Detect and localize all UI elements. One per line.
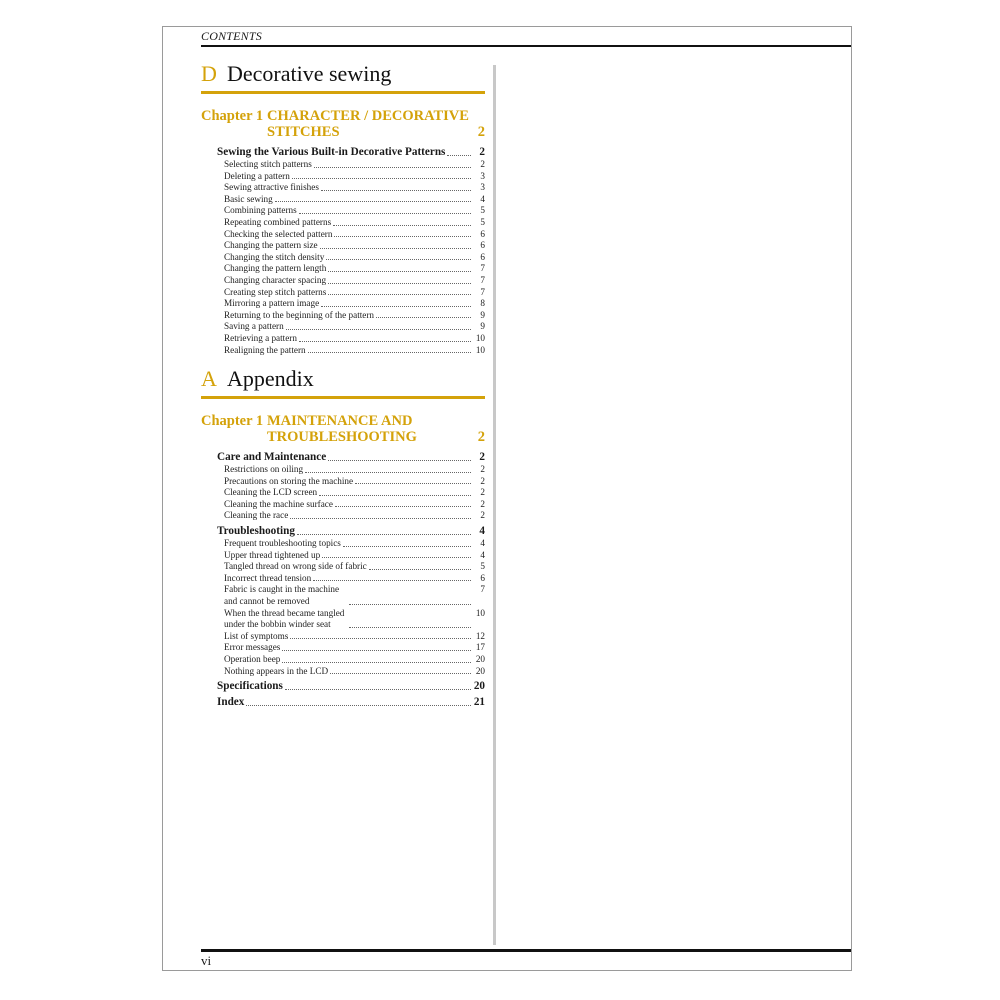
dot-leader: [286, 321, 471, 330]
toc-sub-entry[interactable]: [224, 510, 485, 522]
toc-entry-title: Sewing the Various Built-in Decorative Patterns: [217, 146, 446, 158]
toc-entry-title: Creating step stitch patterns: [224, 286, 327, 297]
toc-entry-title: Combining patterns: [224, 205, 297, 216]
toc-sub-entry[interactable]: [224, 476, 485, 488]
toc-entry-title: Operation beep: [224, 654, 281, 664]
toc-main-entry[interactable]: [217, 451, 485, 464]
toc-page-number: 2: [480, 464, 485, 475]
toc-sub-entry[interactable]: [224, 608, 485, 631]
toc-page-number: 2: [480, 510, 485, 521]
toc-page-number: 7: [480, 584, 485, 595]
toc-entry-title: Specifications: [217, 680, 283, 693]
dot-leader: [326, 252, 471, 261]
section-letter: D: [201, 61, 217, 86]
dot-leader: [320, 240, 471, 249]
toc-sub-entry[interactable]: [224, 310, 485, 322]
section-rule: [201, 91, 485, 94]
toc-entry-title: When the thread became tangled under the bobbin winder seat: [224, 607, 345, 630]
toc-page-number: 7: [480, 286, 485, 297]
toc-entry-title: Error messages: [224, 642, 281, 653]
toc-page-number: 3: [480, 170, 485, 181]
toc-entry-title: Cleaning the LCD screen: [224, 487, 318, 498]
dot-leader: [282, 642, 471, 651]
toc-entry-title: Index: [217, 696, 245, 709]
dot-leader: [297, 525, 471, 535]
footer-rule: [201, 949, 851, 952]
dot-leader: [299, 205, 471, 214]
toc-page-number: 20: [473, 680, 485, 693]
toc-main-entry[interactable]: [217, 525, 485, 538]
dot-leader: [290, 631, 471, 640]
dot-leader: [343, 538, 471, 547]
toc-page-number: 2: [480, 498, 485, 509]
dot-leader: [305, 464, 471, 473]
toc-entry-title: Tangled thread on wrong side of fabric: [224, 561, 367, 572]
toc-entry-title: Cleaning the race: [224, 510, 289, 521]
toc-entry-title: Care and Maintenance: [217, 451, 327, 464]
toc-sub-entry[interactable]: [224, 654, 485, 666]
dot-leader: [246, 696, 471, 706]
toc-sub-entry[interactable]: [224, 550, 485, 562]
running-header: CONTENTS: [201, 29, 262, 43]
dot-leader: [328, 275, 471, 284]
toc-page-number: 6: [480, 240, 485, 251]
toc-entry-title: List of symptoms: [224, 630, 289, 641]
dot-leader: [376, 310, 471, 319]
toc-sub-entry[interactable]: [224, 584, 485, 607]
table-of-contents: [201, 57, 485, 709]
section-rule: [201, 396, 485, 399]
toc-page-number: 9: [480, 321, 485, 332]
toc-page-number: 2: [480, 159, 485, 169]
section-heading: [201, 57, 485, 91]
toc-page-number: 6: [480, 572, 485, 583]
toc-page-number: 5: [480, 205, 485, 216]
toc-page-number: 8: [480, 298, 485, 309]
toc-page-number: 21: [473, 696, 485, 709]
toc-page-number: 7: [480, 263, 485, 274]
toc-sub-entry[interactable]: [224, 229, 485, 241]
toc-sub-entry[interactable]: [224, 171, 485, 183]
toc-entry-title: Troubleshooting: [217, 525, 295, 538]
chapter-number: Chapter 1: [201, 413, 264, 430]
dot-leader: [355, 476, 471, 485]
toc-page-number: 2: [480, 475, 485, 486]
dot-leader: [314, 159, 471, 168]
toc-sub-entry[interactable]: [224, 182, 485, 194]
manual-page: [162, 26, 852, 971]
dot-leader: [330, 666, 471, 675]
toc-entry-title: Selecting stitch patterns: [224, 159, 312, 169]
toc-page-number: 9: [480, 309, 485, 320]
toc-sub-entry[interactable]: [224, 252, 485, 264]
dot-leader: [447, 146, 471, 156]
toc-sub-entry[interactable]: [224, 217, 485, 229]
toc-entry-title: Checking the selected pattern: [224, 228, 333, 239]
section-heading: [201, 362, 485, 396]
toc-sub-entry[interactable]: [224, 205, 485, 217]
toc-entry-title: Restrictions on oiling: [224, 464, 304, 475]
toc-page-number: 2: [479, 146, 485, 158]
dot-leader: [321, 298, 471, 307]
toc-page-number: 12: [475, 630, 485, 641]
dot-leader: [334, 229, 471, 238]
chapter-number: Chapter 1: [201, 108, 264, 124]
toc-sub-entry[interactable]: [224, 263, 485, 275]
toc-entry-title: Frequent troubleshooting topics: [224, 538, 341, 549]
toc-page-number: 2: [480, 487, 485, 498]
toc-page-number: 20: [475, 665, 485, 676]
toc-entry-title: Changing the pattern size: [224, 240, 318, 251]
dot-leader: [328, 263, 471, 272]
toc-sub-entry[interactable]: [224, 321, 485, 333]
dot-leader: [285, 680, 471, 690]
dot-leader: [335, 499, 471, 508]
dot-leader: [308, 345, 471, 354]
toc-entry-title: Returning to the beginning of the pattern: [224, 309, 375, 320]
dot-leader: [282, 654, 471, 663]
dot-leader: [333, 217, 471, 226]
toc-main-entry[interactable]: [217, 680, 485, 693]
toc-sub-entry[interactable]: [224, 642, 485, 654]
toc-page-number: 4: [480, 538, 485, 549]
toc-sub-entry[interactable]: [224, 538, 485, 550]
section-letter: A: [201, 366, 217, 392]
toc-main-entry[interactable]: [217, 146, 485, 159]
toc-sub-entry[interactable]: [224, 499, 485, 511]
toc-page-number: 6: [480, 251, 485, 262]
toc-sub-entry[interactable]: [224, 464, 485, 476]
dot-leader: [349, 608, 472, 628]
toc-entry-title: Saving a pattern: [224, 321, 284, 332]
toc-page-number: 6: [480, 228, 485, 239]
chapter-heading[interactable]: [201, 413, 485, 445]
toc-sub-entry[interactable]: [224, 275, 485, 287]
dot-leader: [369, 561, 471, 570]
toc-page-number: 2: [479, 451, 485, 464]
chapter-title: MAINTENANCE AND TROUBLESHOOTING: [267, 413, 417, 446]
toc-entry-title: Fabric is caught in the machine and cannot be removed: [224, 584, 340, 607]
header-rule: [201, 45, 851, 47]
toc-sub-entry[interactable]: [224, 487, 485, 499]
toc-sub-entry[interactable]: [224, 194, 485, 206]
toc-sub-entry[interactable]: [224, 298, 485, 310]
section-title: Decorative sewing: [227, 61, 392, 86]
toc-entry-title: Changing character spacing: [224, 274, 327, 285]
dot-leader: [290, 510, 471, 519]
toc-sub-entry[interactable]: [224, 666, 485, 678]
chapter-page-number: 2: [477, 124, 485, 140]
toc-page-number: 3: [480, 182, 485, 193]
toc-page-number: 10: [475, 344, 485, 355]
dot-leader: [321, 182, 471, 191]
toc-page-number: 4: [480, 193, 485, 204]
toc-sub-entry[interactable]: [224, 573, 485, 585]
dot-leader: [275, 194, 471, 203]
chapter-page-number: 2: [477, 429, 485, 446]
chapter-title: CHARACTER / DECORATIVE STITCHES: [267, 108, 469, 140]
toc-entry-title: Incorrect thread tension: [224, 572, 312, 583]
dot-leader: [299, 333, 471, 342]
toc-page-number: 10: [475, 607, 485, 618]
toc-entry-title: Mirroring a pattern image: [224, 298, 320, 309]
toc-main-entry[interactable]: [217, 696, 485, 709]
dot-leader: [328, 451, 471, 461]
toc-page-number: 4: [480, 549, 485, 560]
toc-entry-title: Changing the stitch density: [224, 251, 325, 262]
toc-entry-title: Basic sewing: [224, 193, 273, 204]
dot-leader: [349, 584, 472, 604]
dot-leader: [313, 573, 471, 582]
toc-page-number: 7: [480, 274, 485, 285]
toc-sub-entry[interactable]: [224, 561, 485, 573]
page-number: vi: [201, 953, 212, 968]
toc-entry-title: Cleaning the machine surface: [224, 498, 333, 509]
toc-sub-entry[interactable]: [224, 159, 485, 171]
toc-sub-entry[interactable]: [224, 287, 485, 299]
section-title: Appendix: [227, 366, 314, 392]
toc-entry-title: Realigning the pattern: [224, 344, 306, 355]
toc-sub-entry[interactable]: [224, 240, 485, 252]
toc-page-number: 17: [475, 642, 485, 653]
dot-leader: [322, 550, 471, 559]
toc-entry-title: Deleting a pattern: [224, 170, 290, 181]
toc-entry-title: Repeating combined patterns: [224, 216, 332, 227]
toc-entry-title: Changing the pattern length: [224, 263, 327, 274]
toc-entry-title: Nothing appears in the LCD: [224, 665, 329, 676]
toc-page-number: 5: [480, 216, 485, 227]
toc-page-number: 10: [475, 332, 485, 343]
dot-leader: [319, 487, 471, 496]
toc-page-number: 20: [475, 654, 485, 664]
dot-leader: [292, 171, 471, 180]
toc-page-number: 4: [479, 525, 485, 538]
toc-entry-title: Upper thread tightened up: [224, 549, 321, 560]
toc-sub-entry[interactable]: [224, 345, 485, 357]
column-divider: [493, 65, 496, 945]
toc-sub-entry[interactable]: [224, 631, 485, 643]
toc-entry-title: Sewing attractive finishes: [224, 182, 319, 193]
toc-entry-title: Precautions on storing the machine: [224, 475, 354, 486]
toc-page-number: 5: [480, 561, 485, 572]
dot-leader: [328, 287, 471, 296]
chapter-heading[interactable]: [201, 108, 485, 140]
toc-sub-entry[interactable]: [224, 333, 485, 345]
toc-entry-title: Retrieving a pattern: [224, 332, 297, 343]
